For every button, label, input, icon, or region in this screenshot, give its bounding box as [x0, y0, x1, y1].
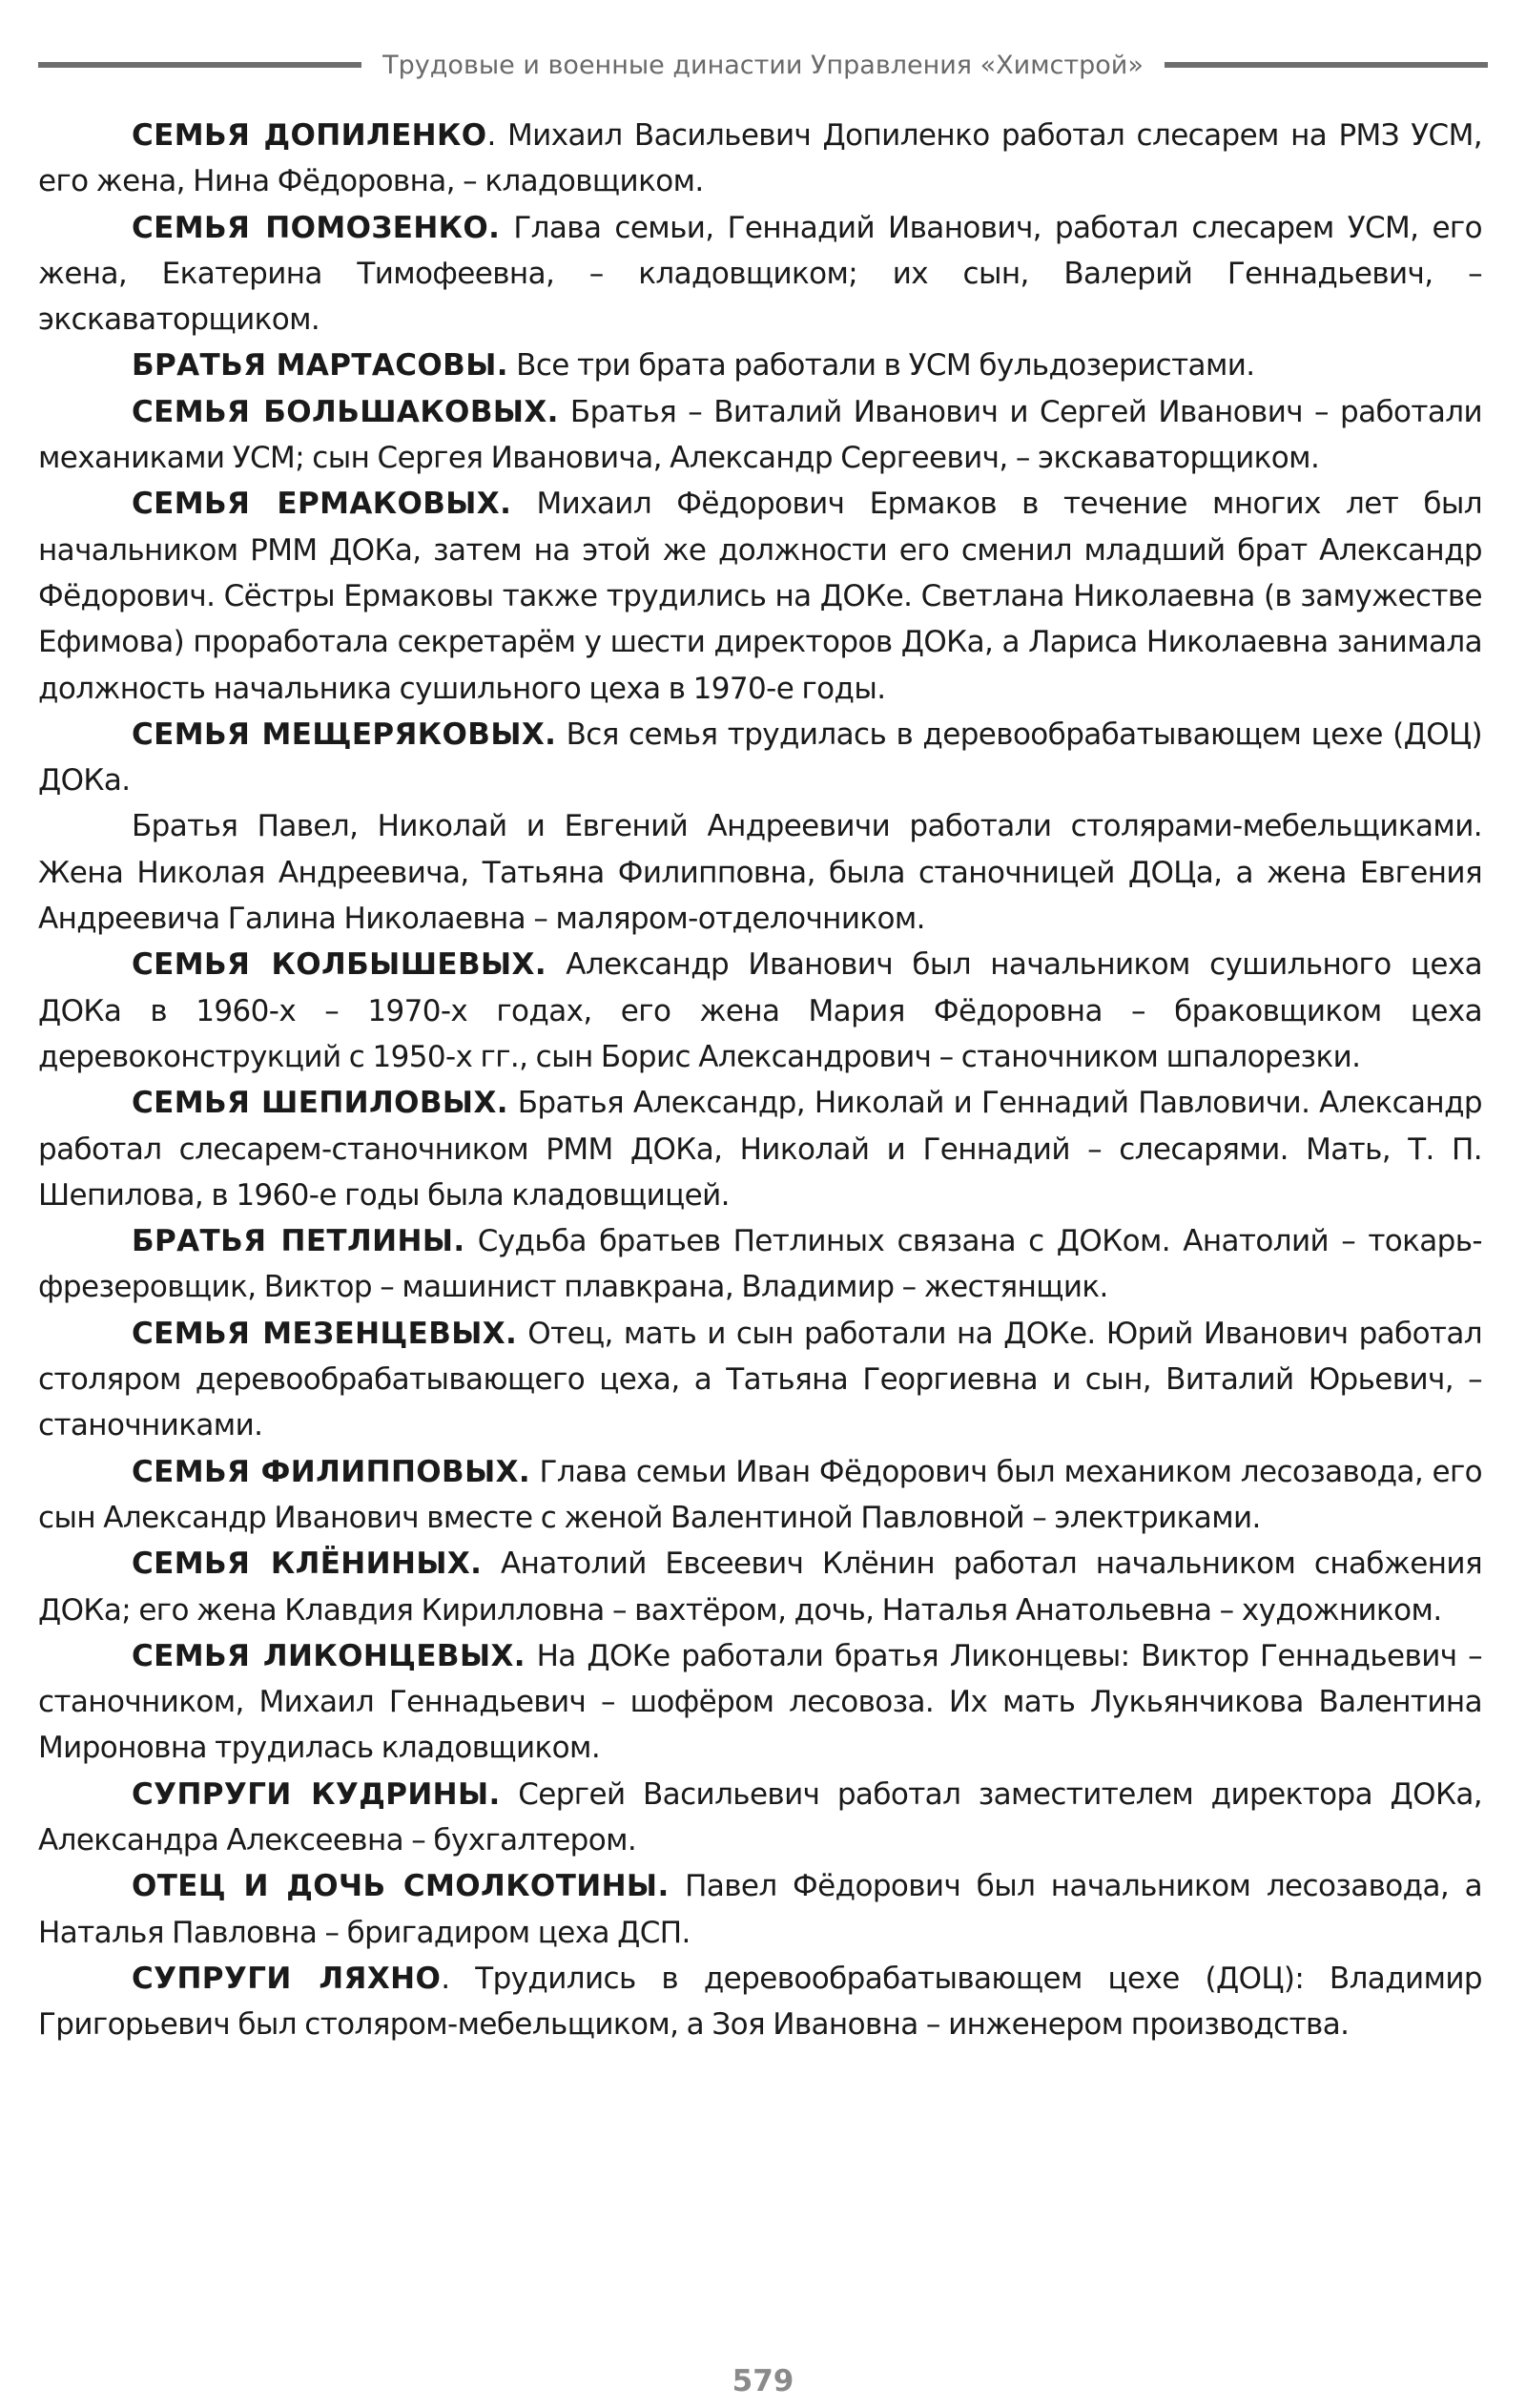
- family-entry: [38, 1449, 1482, 1542]
- family-description: Сергей Васильевич работал заместителем директора ДОКа, Александра Алексеевна – бухгалтером.: [38, 1776, 1482, 1858]
- family-description: Глава семьи, Геннадий Иванович, работал слесарем УСМ, его жена, Екатерина Тимофеевна, – кладовщиком; их сын, Валерий Геннадьевич, – экскаваторщиком.: [38, 210, 1482, 338]
- family-heading: СЕМЬЯ КОЛБЫШЕВЫХ.: [132, 947, 546, 983]
- family-heading: СЕМЬЯ МЕЩЕРЯКОВЫХ.: [132, 716, 557, 752]
- family-heading: СЕМЬЯ ПОМОЗЕНКО.: [132, 210, 501, 245]
- family-entry: [38, 205, 1482, 343]
- family-heading: СЕМЬЯ ЕРМАКОВЫХ.: [132, 487, 512, 522]
- family-heading: СЕМЬЯ БОЛЬШАКОВЫХ.: [132, 394, 559, 429]
- family-description: Павел Фёдорович был начальником лесозавода, а Наталья Павловна – бригадиром цеха ДСП.: [38, 1869, 1482, 1950]
- family-entry: [38, 481, 1482, 711]
- header-rule-right: [1165, 62, 1488, 68]
- family-entry: [38, 1218, 1482, 1311]
- family-heading: ОТЕЦ И ДОЧЬ СМОЛКОТИНЫ.: [132, 1869, 670, 1904]
- family-entry: [38, 113, 1482, 205]
- family-description: Братья Александр, Николай и Геннадий Павловичи. Александр работал слесарем-станочником РММ ДОКа, Николай и Геннадий – слесарями. Мать, Т. П. Шепилова, в 1960-е годы была кладовщицей.: [38, 1086, 1482, 1213]
- family-heading: СЕМЬЯ КЛЁНИНЫХ.: [132, 1547, 483, 1582]
- page-body: [38, 113, 1482, 2047]
- family-heading: СЕМЬЯ ФИЛИППОВЫХ.: [132, 1454, 531, 1489]
- family-heading: СЕМЬЯ МЕЗЕНЦЕВЫХ.: [132, 1316, 518, 1351]
- family-description: Братья – Виталий Иванович и Сергей Иванович – работали механиками УСМ; сын Сергея Ивановича, Александр Сергеевич, – экскаваторщиком.: [38, 394, 1482, 476]
- family-entry: [38, 1311, 1482, 1449]
- family-description: Братья Павел, Николай и Евгений Андреевичи работали столярами-мебельщиками. Жена Николая Андреевича, Татьяна Филипповна, была станочницей ДОЦа, а жена Евгения Андреевича Галина Николаевна – маляром-отделочником.: [38, 809, 1482, 937]
- page-number: 579: [732, 2364, 794, 2398]
- family-entry: [38, 389, 1482, 482]
- family-entry: [38, 1956, 1482, 2048]
- family-heading: СЕМЬЯ ШЕПИЛОВЫХ.: [132, 1086, 508, 1121]
- family-heading: СЕМЬЯ ДОПИЛЕНКО: [132, 118, 487, 153]
- header-title: Трудовые и военные династии Управления «Химстрой»: [382, 50, 1144, 80]
- family-heading: БРАТЬЯ ПЕТЛИНЫ.: [132, 1224, 465, 1259]
- family-description: Анатолий Евсеевич Клёнин работал начальником снабжения ДОКа; его жена Клавдия Кирилловна – вахтёром, дочь, Наталья Анатольевна – художником.: [38, 1547, 1482, 1628]
- family-description: Все три брата работали в УСМ бульдозеристами.: [507, 348, 1255, 384]
- family-entry: [38, 343, 1482, 388]
- family-description: На ДОКе работали братья Ликонцевы: Виктор Геннадьевич – станочником, Михаил Геннадьевич – шофёром лесовоза. Их мать Лукьянчикова Валентина Мироновна трудилась кладовщиком.: [38, 1638, 1482, 1766]
- family-heading: СУПРУГИ КУДРИНЫ.: [132, 1776, 501, 1812]
- family-description: . Михаил Васильевич Допиленко работал слесарем на РМЗ УСМ, его жена, Нина Фёдоровна, – кладовщиком.: [38, 118, 1482, 199]
- family-heading: СЕМЬЯ ЛИКОНЦЕВЫХ.: [132, 1638, 526, 1673]
- family-description: Вся семья трудилась в деревообрабатывающем цехе (ДОЦ) ДОКа.: [38, 716, 1482, 799]
- family-heading: СУПРУГИ ЛЯХНО: [132, 1961, 442, 1996]
- running-header: [38, 42, 1488, 88]
- family-heading: БРАТЬЯ МАРТАСОВЫ.: [132, 348, 508, 384]
- family-entry: [38, 1633, 1482, 1772]
- family-entry: [38, 1863, 1482, 1956]
- family-entry: [38, 1080, 1482, 1218]
- family-description: Глава семьи Иван Фёдорович был механиком лесозавода, его сын Александр Иванович вместе с женой Валентиной Павловной – электриками.: [38, 1454, 1483, 1535]
- family-description: Отец, мать и сын работали на ДОКе. Юрий Иванович работал столяром деревообрабатывающего цеха, а Татьяна Георгиевна и сын, Виталий Юрьевич, – станочниками.: [38, 1316, 1482, 1443]
- family-entry: [38, 1772, 1482, 1864]
- family-description: . Трудились в деревообрабатывающем цехе (ДОЦ): Владимир Григорьевич был столяром-мебельщиком, а Зоя Ивановна – инженером производства.: [38, 1961, 1482, 2043]
- family-description: Судьба братьев Петлиных связана с ДОКом. Анатолий – токарь-фрезеровщик, Виктор – машинист плавкрана, Владимир – жестянщик.: [38, 1224, 1483, 1305]
- family-entry: [38, 712, 1482, 804]
- family-description: Михаил Фёдорович Ермаков в течение многих лет был начальником РММ ДОКа, затем на этой же должности его сменил младший брат Александр Фёдорович. Сёстры Ермаковы также трудились на ДОКе. Светлана Николаевна (в замужестве Ефимова) проработала секретарём у шести директоров ДОКа, а Лариса Николаевна занимала должность начальника сушильного цеха в 1970-е годы.: [38, 487, 1482, 706]
- family-entry: [38, 1541, 1482, 1633]
- family-entry: [38, 942, 1482, 1080]
- family-description: Александр Иванович был начальником сушильного цеха ДОКа в 1960-х – 1970-х годах, его жена Мария Фёдоровна – браковщиком цеха деревоконструкций с 1950-х гг., сын Борис Александрович – станочником шпалорезки.: [38, 947, 1483, 1074]
- family-entry-continuation: [38, 803, 1482, 942]
- header-rule-left: [38, 62, 361, 68]
